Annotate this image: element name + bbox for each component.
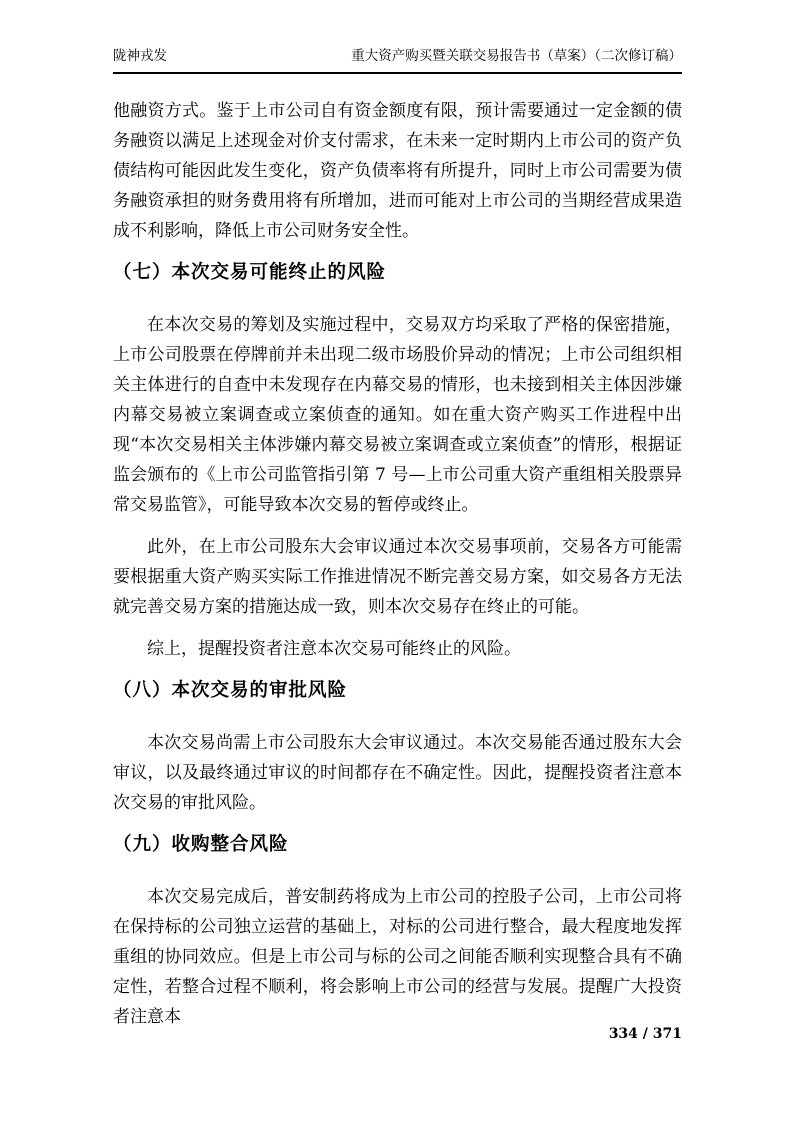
section-heading: （八）本次交易的审批风险	[113, 680, 348, 701]
page-header	[113, 46, 682, 74]
body-paragraph: 在本次交易的筹划及实施过程中，交易双方均采取了严格的保密措施，上市公司股票在停牌前并未出现二级市场股价异动的情况；上市公司组织相关主体进行的自查中未发现存在内幕交易的情形，也未接到相关主体因涉嫌内幕交易被立案调查或立案侦查的通知。如在重大资产购买工作进程中出现“本次交易相关主体涉嫌内幕交易被立案调查或立案侦查”的情形，根据证监会颁布的《上市公司监管指引第 7 号—上市公司重大资产重组相关股票异常交易监管》，可能导致本次交易的暂停或终止。	[113, 315, 682, 515]
document-body	[113, 96, 682, 1044]
body-paragraph: 本次交易尚需上市公司股东大会审议通过。本次交易能否通过股东大会审议，以及最终通过审议的时间都存在不确定性。因此，提醒投资者注意本次交易的审批风险。	[113, 733, 682, 813]
body-paragraph: 综上，提醒投资者注意本次交易可能终止的风险。	[147, 639, 521, 659]
body-paragraph: 他融资方式。鉴于上市公司自有资金额度有限，预计需要通过一定金额的债务融资以满足上述现金对价支付需求，在未来一定时期内上市公司的资产负债结构可能因此发生变化，资产负债率将有所提升，同时上市公司需要为债务融资承担的财务费用将有所增加，进而可能对上市公司的当期经营成果造成不利影响，降低上市公司财务安全性。	[113, 101, 682, 241]
header-company-name: 陇神戎发	[113, 48, 167, 64]
section-heading: （七）本次交易可能终止的风险	[113, 262, 387, 283]
body-paragraph: 本次交易完成后，普安制药将成为上市公司的控股子公司，上市公司将在保持标的公司独立运营的基础上，对标的公司进行整合，最大程度地发挥重组的协同效应。但是上市公司与标的公司之间能否顺利实现整合具有不确定性，若整合过程不顺利，将会影响上市公司的经营与发展。提醒广大投资者注意本	[113, 887, 682, 1027]
section-heading: （九）收购整合风险	[113, 834, 289, 855]
page-number: 334 / 371	[608, 1026, 682, 1042]
body-paragraph: 此外，在上市公司股东大会审议通过本次交易事项前，交易各方可能需要根据重大资产购买实际工作推进情况不断完善交易方案，如交易各方无法就完善交易方案的措施达成一致，则本次交易存在终止的可能。	[113, 537, 682, 617]
header-document-title: 重大资产购买暨关联交易报告书（草案）（二次修订稿）	[351, 48, 682, 64]
